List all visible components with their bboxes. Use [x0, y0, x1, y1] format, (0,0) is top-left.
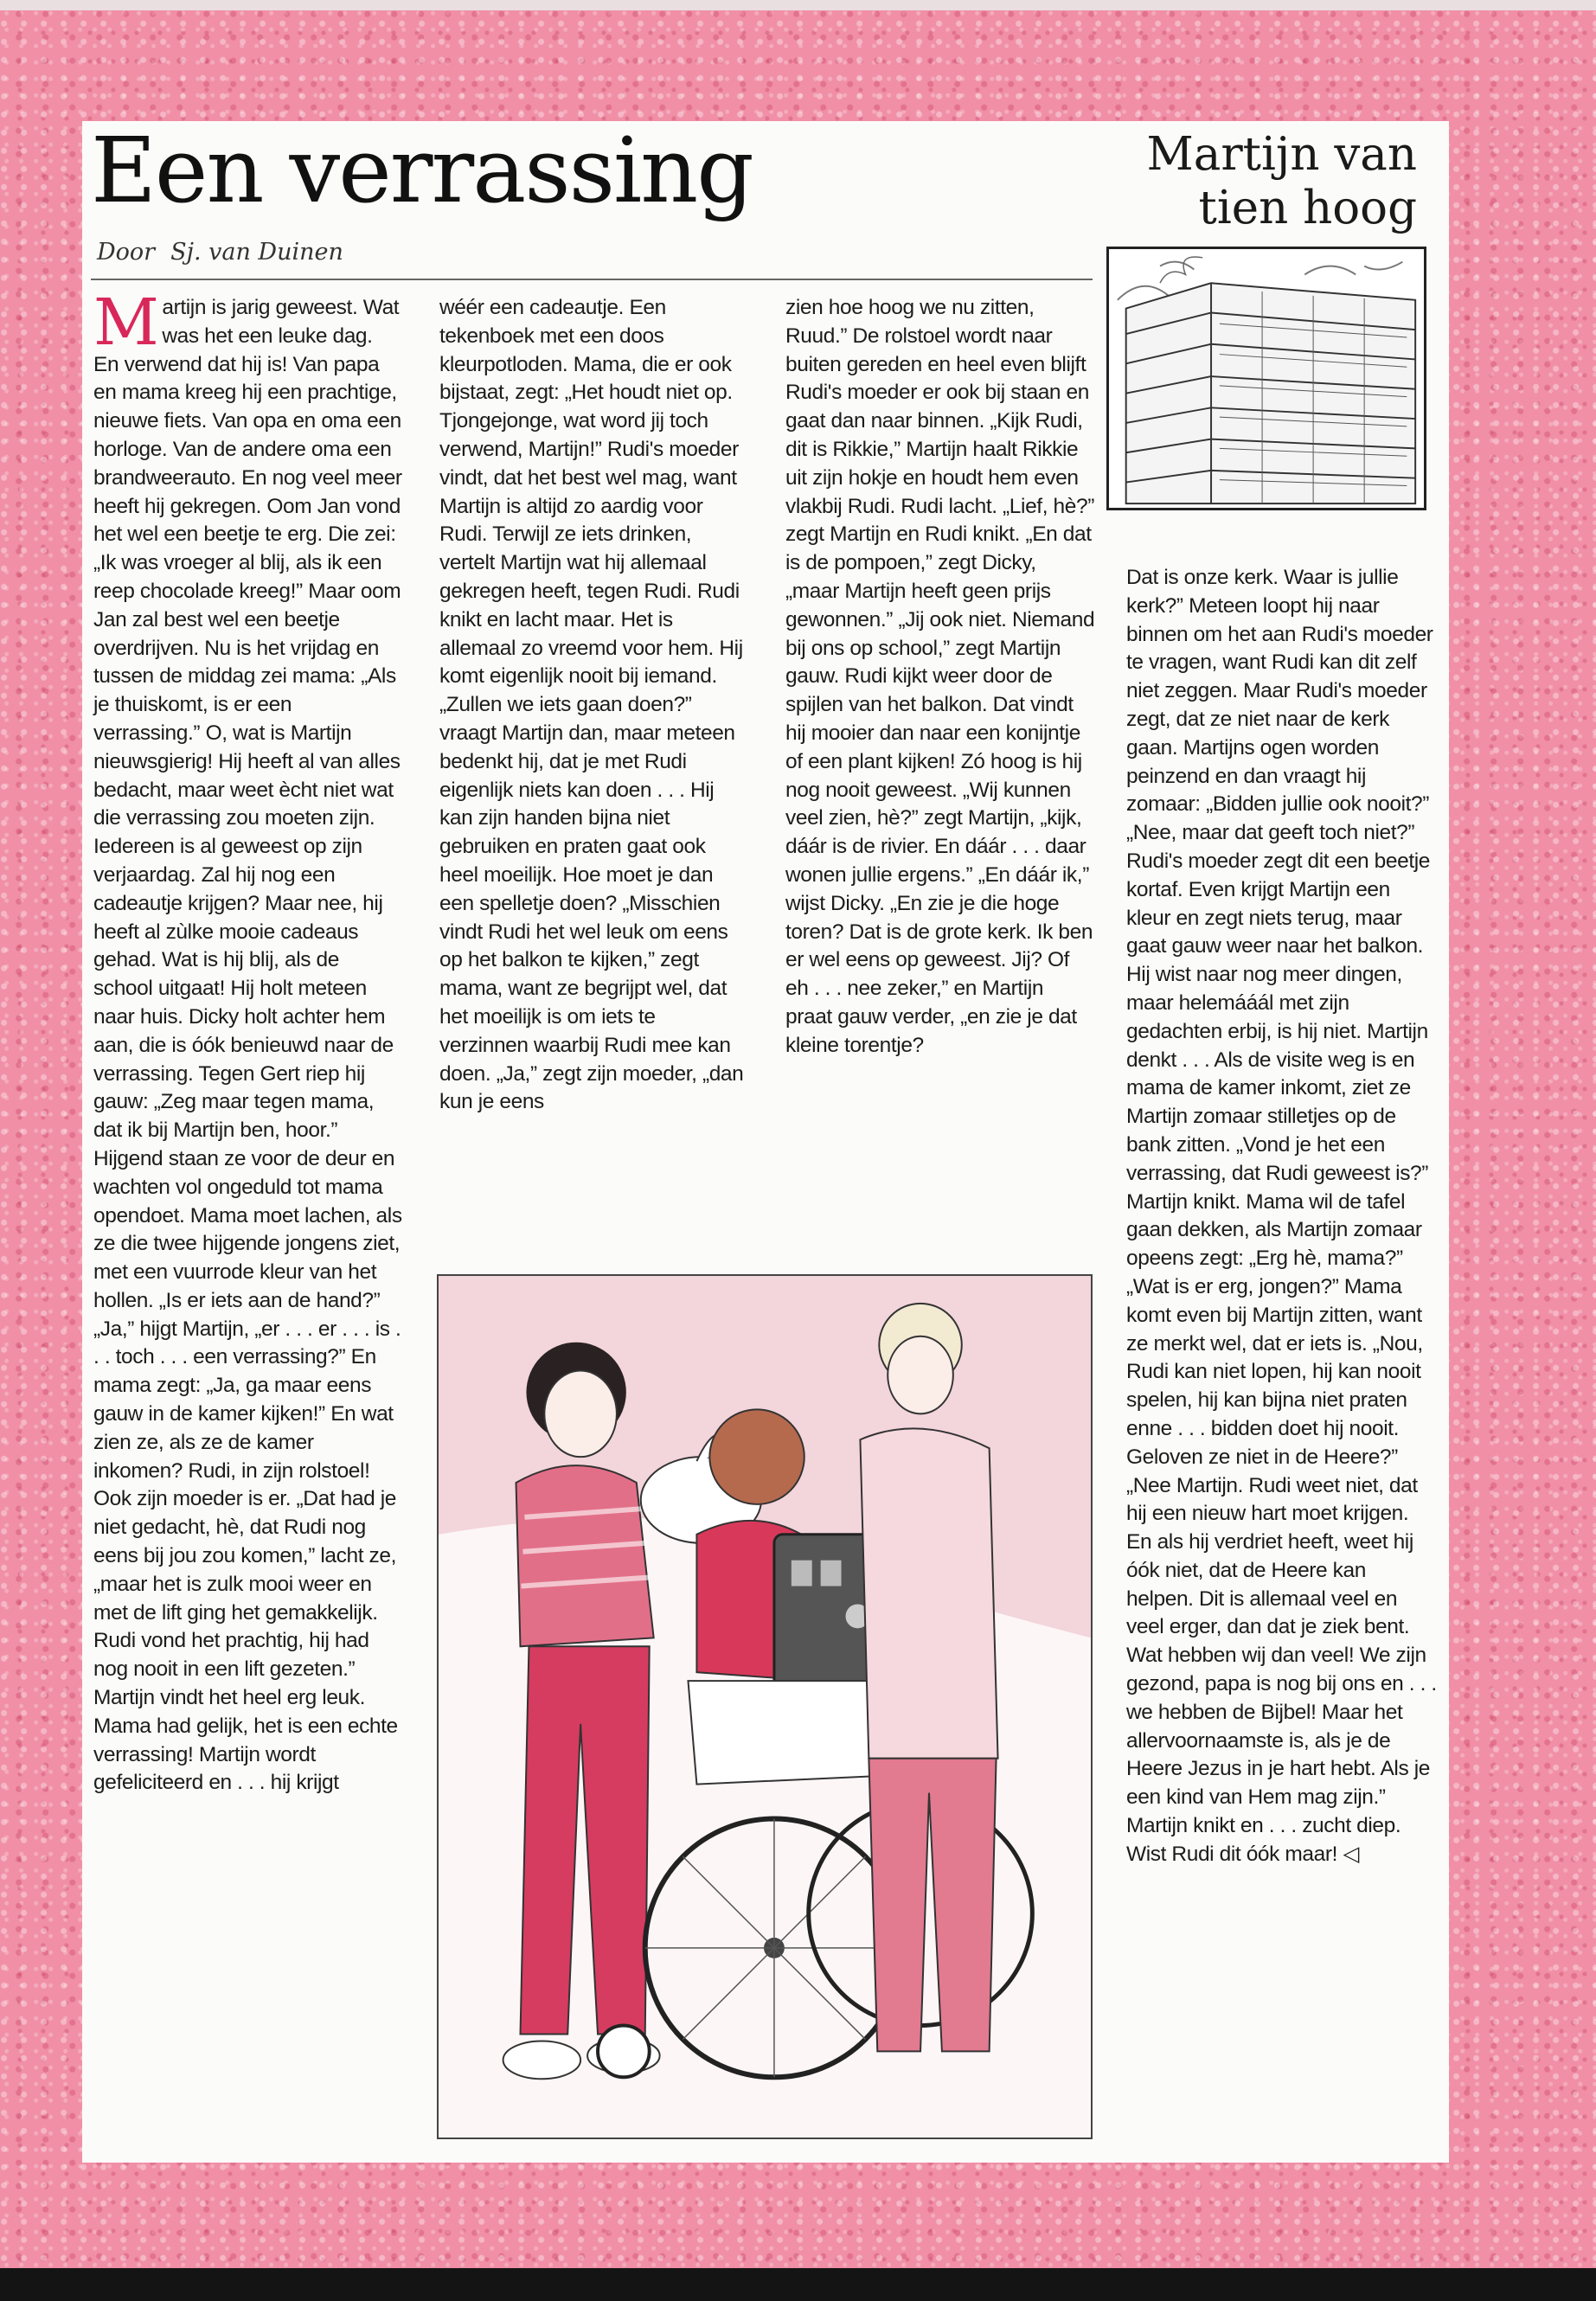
- text-column-2: [439, 294, 749, 1272]
- text-column-1: [93, 285, 403, 2137]
- text-column-3: [785, 294, 1095, 1272]
- article-title: Een verrassing: [91, 118, 753, 223]
- column-4-text: Dat is onze kerk. Waar is jullie kerk?” Meteen loopt hij naar binnen om het aan Rudi's moeder te vragen, want Rudi kan dit zelf niet zeggen. Maar Rudi's moeder zegt, dat ze niet naar de kerk gaan. Martijns ogen worden peinzend en dan vraagt hij zomaar: „Bidden jullie ook nooit?” „Nee, maar dat geeft toch niet?” Rudi's moeder zegt dit een beetje kortaf. Even krijgt Martijn een kleur en zegt niets terug, maar gaat gauw weer naar het balkon. Hij wist naar nog meer dingen, maar helemááál met zijn gedachten erbij, is hij niet. Martijn denkt . . . Als de visite weg is en mama de kamer inkomt, ziet ze Martijn zomaar stilletjes op de bank zitten. „Vond je het een verrassing, dat Rudi geweest is?” Martijn knikt. Mama wil de tafel gaan dekken, als Martijn zomaar opeens zegt: „Erg hè, mama?” „Wat is er erg, jongen?” Mama komt even bij Martijn zitten, want ze merkt wel, dat er iets is. „Nou, Rudi kan niet lopen, hij kan nooit spelen, hij kan bijna niet praten enne . . . bidden doet hij nooit. Geloven ze niet in de Heere?” „Nee Martijn. Rudi weet niet, dat hij een nieuw hart moet krijgen. En als hij verdriet heeft, weet hij óók niet, dat de Heere kan helpen. Dit is allemaal veel en veel erger, dan dat je ziek bent. Wat hebben wij dan veel! We zijn gezond, papa is nog bij ons en . . . we hebben de Bijbel! Maar het allervoornaamste is, als je de Heere Jezus in je hart hebt. Als je een kind van Hem mag zijn.” Martijn knikt en . . . zucht diep. Wist Rudi dit óók maar! ◁: [1126, 566, 1437, 1866]
- wheelchair-scene-drawing: [439, 1276, 1091, 2138]
- scan-edge-bottom: [0, 2268, 1596, 2301]
- apartment-building-illustration: [1106, 247, 1426, 510]
- title-rule: [91, 279, 1093, 280]
- series-title-line1: Martijn van: [1146, 128, 1417, 181]
- drop-cap: M: [93, 285, 159, 360]
- column-3-text: zien hoe hoog we nu zitten, Ruud.” De rolstoel wordt naar buiten gereden en heel even blijft Rudi's moeder er ook bij staan en gaat dan naar binnen. „Kijk Rudi, dit is Rikkie,” Martijn haalt Rikkie uit zijn hokje en houdt hem even vlakbij Rudi. Rudi lacht. „Lief, hè?” zegt Martijn en Rudi knikt. „En dat is de pompoen,” zegt Dicky, „maar Martijn heeft geen prijs gewonnen.” „Jij ook niet. Niemand bij ons op school,” zegt Martijn gauw. Rudi kijkt weer door de spijlen van het balkon. Dat vindt hij mooier dan naar een konijntje of een plant kijken! Zó hoog is hij nog nooit geweest. „Wij kunnen veel zien, hè?” zegt Martijn, „kijk, dáár is de rivier. En dáár . . . daar wonen jullie ergens.” „En dáár ik,” wijst Dicky. „En zie je die hoge toren? Dat is de grote kerk. Ik ben er wel eens op geweest. Jij? Of eh . . . nee zeker,” en Martijn praat gauw verder, „en zie je dat kleine torentje?: [785, 296, 1095, 1057]
- apartment-building-drawing: [1109, 249, 1424, 508]
- text-column-4: [1126, 564, 1438, 2156]
- wheelchair-scene-illustration: [437, 1274, 1093, 2139]
- series-title: [1097, 128, 1417, 235]
- byline-prefix: Door: [97, 239, 156, 266]
- byline: [97, 239, 343, 266]
- column-2-text: wéér een cadeautje. Een tekenboek met een doos kleurpotloden. Mama, die er ook bijstaat, zegt: „Het houdt niet op. Tjongejonge, wat word jij toch verwend, Martijn!” Rudi's moeder vindt, dat het best wel mag, want Martijn is altijd zo aardig voor Rudi. Terwijl ze iets drinken, vertelt Martijn wat hij allemaal gekregen heeft, tegen Rudi. Rudi knikt en lacht maar. Het is allemaal zo vreemd voor hem. Hij komt eigenlijk nooit bij iemand. „Zullen we iets gaan doen?” vraagt Martijn dan, maar meteen bedenkt hij, dat je met Rudi eigenlijk niets kan doen . . . Hij kan zijn handen bijna niet gebruiken en praten gaat ook heel moeilijk. Hoe moet je dan een spelletje doen? „Misschien vindt Rudi het wel leuk om eens op het balkon te kijken,” zegt mama, want ze begrijpt wel, dat het moeilijk is om iets te verzinnen waarbij Rudi mee kan doen. „Ja,” zegt zijn moeder, „dan kun je eens: [439, 296, 744, 1114]
- byline-author: Sj. van Duinen: [170, 239, 343, 266]
- series-title-line2: tien hoog: [1198, 182, 1417, 234]
- column-1-text: artijn is jarig geweest. Wat was het een leuke dag. En verwend dat hij is! Van papa en mama kreeg hij een prachtige, nieuwe fiets. Van opa en oma een horloge. Van de andere oma een brandweerauto. En nog veel meer heeft hij gekregen. Oom Jan vond het wel een beetje te erg. Die zei: „Ik was vroeger al blij, als ik een reep chocolade kreeg!” Maar oom Jan zal best wel een beetje overdrijven. Nu is het vrijdag en tussen de middag zei mama: „Als je thuiskomt, is er een verrassing.” O, wat is Martijn nieuwsgierig! Hij heeft al van alles bedacht, maar weet ècht niet wat die verrassing zou moeten zijn. Iedereen is al geweest op zijn verjaardag. Zal hij nog een cadeautje krijgen? Maar nee, hij heeft al zùlke mooie cadeaus gehad. Wat is hij blij, als de school uitgaat! Hij holt meteen naar huis. Dicky holt achter hem aan, die is óók benieuwd naar de verrassing. Tegen Gert riep hij gauw: „Zeg maar tegen mama, dat ik bij Martijn ben, hoor.” Hijgend staan ze voor de deur en wachten vol ongeduld tot mama opendoet. Mama moet lachen, als ze die twee hijgende jongens ziet, met een vuurrode kleur van het hollen. „Is er iets aan de hand?” „Ja,” hijgt Martijn, „er . . . er . . . is . . . toch . . . een verrassing?” En mama zegt: „Ja, ga maar eens gauw in de kamer kijken!” En wat zien ze, als ze de kamer inkomen? Rudi, in zijn rolstoel! Ook zijn moeder is er. „Dat had je niet gedacht, hè, dat Rudi nog eens bij jou zou komen,” lacht ze, „maar het is zulk mooi weer en met de lift ging het gemakkelijk. Rudi vond het prachtig, hij had nog nooit in een lift gezeten.” Martijn vindt het heel erg leuk. Mama had gelijk, het is een echte verrassing! Martijn wordt gefeliciteerd en . . . hij krijgt: [93, 296, 402, 1795]
- scan-edge-top: [0, 0, 1596, 10]
